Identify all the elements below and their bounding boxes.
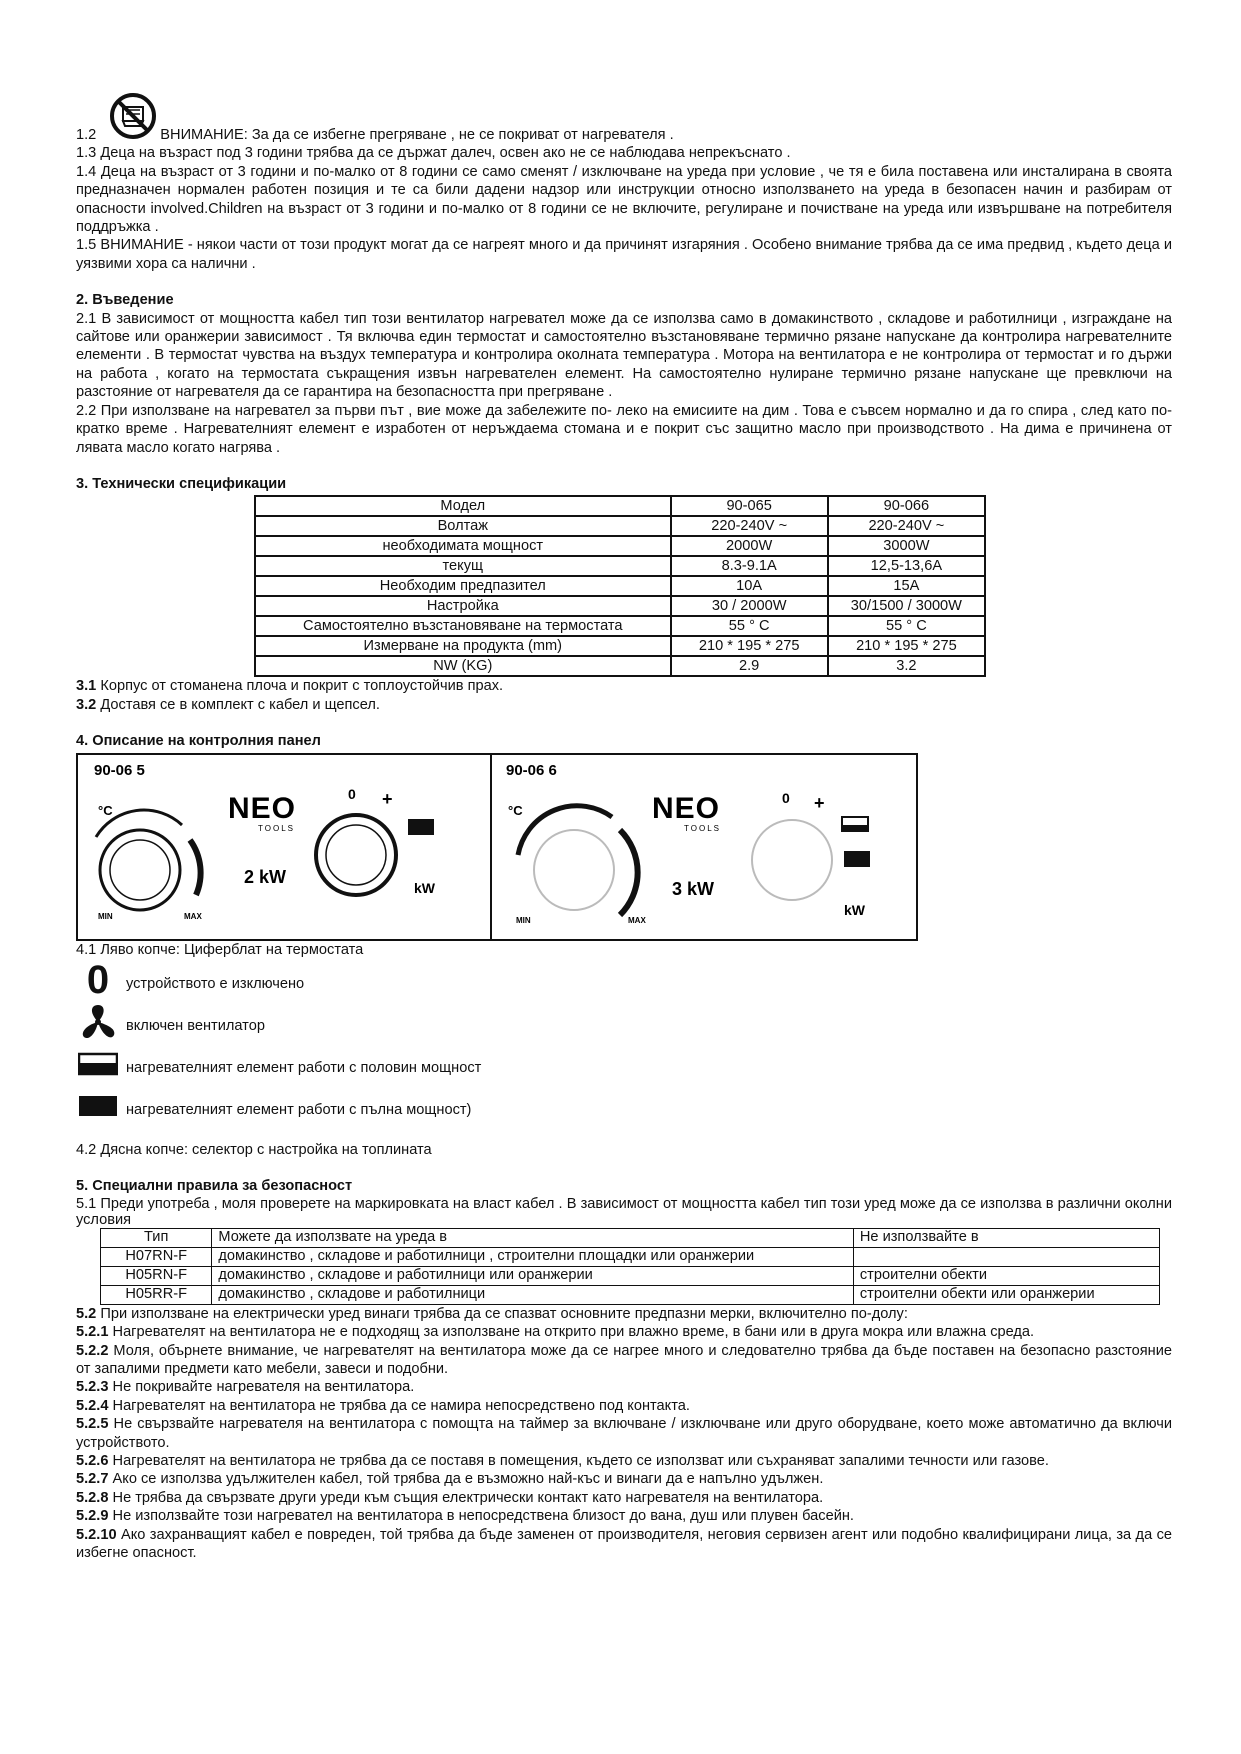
panel-right-brand: NEO: [652, 791, 721, 825]
spec-row: [255, 516, 985, 536]
cable-row: [101, 1266, 1160, 1285]
safety-item-text: Нагревателят на вентилатора не трябва да се намира непосредствено под контакта.: [112, 1397, 690, 1414]
item-1-2: [76, 126, 1172, 144]
safety-item-number: 5.2.7: [76, 1471, 109, 1488]
safety-item-number: 5.2.4: [76, 1397, 109, 1414]
panel-right-model: 90-06 6: [506, 761, 557, 779]
cable-row: [101, 1285, 1160, 1304]
cable-header-cell: Тип: [101, 1228, 212, 1247]
panel-right-zero: 0: [782, 789, 790, 806]
safety-item-text: Ако захранващият кабел е повреден, той трябва да бъде заменен от производителя, неговия сервизен агент или подобно квалифицирани лица, за да се избегне опасност.: [76, 1526, 1172, 1562]
spec-cell: 10A: [671, 576, 828, 596]
safety-item-text: Не покривайте нагревателя на вентилатора.: [112, 1379, 415, 1396]
spec-cell: текущ: [255, 556, 671, 576]
section-5-title: 5. Специални правила за безопасност: [76, 1178, 353, 1195]
spec-row: [255, 636, 985, 656]
safety-item: [76, 1305, 1172, 1323]
spec-row: [255, 496, 985, 516]
cable-cell: H05RN-F: [101, 1266, 212, 1285]
panel-left-brand-sub: TOOLS: [258, 823, 295, 833]
spec-row: [255, 616, 985, 636]
item-4-1: 4.1 Ляво копче: Циферблат на термостата: [76, 941, 364, 958]
legend-half-power: [76, 1043, 1172, 1085]
item-5-1: 5.1 Преди употреба , моля проверете на маркировката на власт кабел . В зависимост от мощността кабел тип този уред може да се използва в различни околни условия: [76, 1195, 1172, 1228]
safety-item-number: 5.2.5: [76, 1416, 109, 1433]
spec-row: [255, 596, 985, 616]
spec-row: [255, 536, 985, 556]
cable-header-cell: Не използвайте в: [853, 1228, 1159, 1247]
spec-row: [255, 656, 985, 676]
item-3-1: [76, 677, 1172, 695]
document-page: [76, 86, 1172, 1562]
spec-cell: 90-066: [828, 496, 985, 516]
cable-cell: домакинство , складове и работилници или оранжерии: [212, 1266, 853, 1285]
spec-cell: Самостоятелно възстановяване на термостата: [255, 616, 671, 636]
panel-left-power: 2 kW: [244, 866, 287, 887]
spec-cell: 12,5-13,6A: [828, 556, 985, 576]
cable-cell: H07RN-F: [101, 1247, 212, 1266]
cable-row: [101, 1247, 1160, 1266]
safety-item-text: Ако се използва удължителен кабел, той трябва да е възможно най-къс и винаги да е напълно удължен.: [112, 1471, 824, 1488]
spec-cell: 210 * 195 * 275: [828, 636, 985, 656]
item-1-2-text: ВНИМАНИЕ: За да се избегне прегряване , не се покриват от нагревателя .: [160, 127, 674, 143]
safety-item: [76, 1489, 1172, 1507]
safety-item-text: Не използвайте този нагревател на вентилатора в непосредствена близост до вана, душ или плувен басейн.: [112, 1508, 854, 1525]
cable-cell: домакинство , складове и работилници , строителни площадки или оранжерии: [212, 1247, 853, 1266]
item-3-2-text: Доставя се в комплект с кабел и щепсел.: [100, 696, 380, 713]
panel-right-kw: kW: [844, 901, 865, 918]
safety-item: [76, 1452, 1172, 1470]
item-3-2-number: 3.2: [76, 696, 97, 713]
safety-item-number: 5.2.2: [76, 1342, 109, 1359]
panel-left-zero: 0: [348, 785, 356, 802]
safety-item-number: 5.2.10: [76, 1526, 117, 1543]
panel-left-plus: +: [382, 788, 393, 809]
safety-item: [76, 1526, 1172, 1563]
cable-cell: H05RR-F: [101, 1285, 212, 1304]
section-2-title: 2. Въведение: [76, 292, 174, 309]
safety-item: [76, 1415, 1172, 1452]
spec-cell: Необходим предпазител: [255, 576, 671, 596]
safety-item-text: Моля, обърнете внимание, че нагревателят на вентилатора може да се нагрее много и следователно трябва да бъде поставен на безопасно разстояние от запалими предмети като мебели, завеси и подобни.: [76, 1342, 1172, 1377]
cable-cell: [853, 1247, 1159, 1266]
safety-item: [76, 1378, 1172, 1396]
cable-cell: строителни обекти или оранжерии: [853, 1285, 1159, 1304]
item-3-1-number: 3.1: [76, 678, 97, 695]
spec-cell: 210 * 195 * 275: [671, 636, 828, 656]
item-2-1: 2.1 В зависимост от мощността кабел тип този вентилатор нагревател може да се използва само в домакинството , складове и работилници , изграждане на сайтове или оранжерии зависимост . Тя включва един термостат и самостоятелно възстановяване термично рязане напускане да контролира нагревателните елементи . В термостат чувства на въздух температура и контролира околната температура . Мотора на вентилатора е не контролира от термостат и го държи на работа , когато на термостата съкращения извън нагревателен елемент. На самостоятелно нулиране термично рязане напускане ще превключи на разстояние от нагревателя да се гарантира на безопасността при прегряване .: [76, 310, 1172, 401]
item-1-4: 1.4 Деца на възраст от 3 години и по-малко от 8 години се само сменят / изключване на уреда при условие , че тя е била поставена или инсталирана в своята предназначен нормален работен позиция и те са били дадени надзор или инструкции относно използването на уреда в безопасен начин и разбирам от опасности involved.Children на възраст от 3 години и по-малко от 8 години се не включите, регулиране и почистване на уреда или извършване на потребителя поддръжка .: [76, 163, 1172, 236]
legend-fan: [76, 1001, 1172, 1043]
spec-cell: 30 / 2000W: [671, 596, 828, 616]
legend-half-power-text: нагревателният елемент работи с половин мощност: [126, 1059, 482, 1076]
spec-cell: 2000W: [671, 536, 828, 556]
panel-left-kw: kW: [414, 879, 435, 896]
safety-item-number: 5.2.9: [76, 1508, 109, 1525]
panel-left-brand: NEO: [228, 791, 297, 825]
zero-off-icon: [76, 957, 120, 1002]
spec-cell: 8.3-9.1A: [671, 556, 828, 576]
spec-cell: NW (KG): [255, 656, 671, 676]
spec-row: [255, 576, 985, 596]
panel-right-max: MAX: [628, 915, 646, 925]
full-power-icon: [76, 1094, 120, 1118]
panel-left-min: MIN: [98, 911, 113, 921]
spec-cell: Настройка: [255, 596, 671, 616]
spec-cell: 55 ° C: [671, 616, 828, 636]
spec-cell: 3.2: [828, 656, 985, 676]
safety-items: [76, 1305, 1172, 1563]
safety-item-text: Нагревателят на вентилатора не трябва да се поставя в помещения, където се използват или съхраняват запалими течности или газове.: [112, 1453, 1049, 1469]
safety-item: [76, 1397, 1172, 1415]
safety-item: [76, 1507, 1172, 1525]
panel-right-plus: +: [814, 792, 825, 813]
cable-header-cell: Можете да използвате на уреда в: [212, 1228, 853, 1247]
safety-item: [76, 1323, 1172, 1341]
spec-cell: необходимата мощност: [255, 536, 671, 556]
safety-item-number: 5.2.6: [76, 1453, 109, 1469]
spec-cell: Измерване на продукта (mm): [255, 636, 671, 656]
cable-cell: домакинство , складове и работилници: [212, 1285, 853, 1304]
legend-fan-text: включен вентилатор: [126, 1017, 265, 1034]
spec-cell: 55 ° C: [828, 616, 985, 636]
spec-cell: 90-065: [671, 496, 828, 516]
section-3-title: 3. Технически спецификации: [76, 475, 287, 492]
panel-left-max: MAX: [184, 911, 202, 921]
safety-item-text: Не трябва да свързвате други уреди към същия електрически контакт като нагревателя на вентилатора.: [112, 1489, 824, 1506]
panel-left-model: 90-06 5: [94, 761, 145, 779]
item-1-3: 1.3 Деца на възраст под 3 години трябва да се държат далеч, освен ако не се наблюдава непрекъснато .: [76, 145, 791, 162]
spec-cell: Модел: [255, 496, 671, 516]
spec-cell: Волтаж: [255, 516, 671, 536]
cable-header-row: [101, 1228, 1160, 1247]
item-1-5: 1.5 ВНИМАНИЕ - някои части от този продукт могат да се нагреят много и да причинят изгаряния . Особено внимание трябва да се има предвид , където деца и уязвими хора са налични .: [76, 237, 1172, 272]
safety-item-text: Нагревателят на вентилатора не е подходящ за използване на открито при влажно време, в бани или в друга мокра или влажна среда.: [112, 1324, 1035, 1341]
panel-right-power: 3 kW: [672, 878, 715, 899]
legend-off: [76, 959, 1172, 1001]
safety-item-number: 5.2.1: [76, 1324, 109, 1341]
spec-cell: 30/1500 / 3000W: [828, 596, 985, 616]
panel-right-unit: °C: [508, 802, 523, 818]
cable-cell: строителни обекти: [853, 1266, 1159, 1285]
zero-off-glyph: 0: [86, 957, 110, 1002]
spec-cell: 220-240V ~: [828, 516, 985, 536]
item-2-2: 2.2 При използване на нагревател за първи път , вие може да забележите по- леко на емисиите на дим . Това е съвсем нормално и да го спира , след като по- кратко време . Нагревателният елемент е изработен от неръждаема стомана и е покрит със защитно масло при производството . На дима е причинена от лявата масло когато нагрява .: [76, 402, 1172, 456]
safety-item: [76, 1342, 1172, 1379]
spec-table: [254, 495, 986, 677]
panel-left-unit: °C: [98, 802, 113, 818]
safety-item-number: 5.2.8: [76, 1489, 109, 1506]
item-3-1-text: Корпус от стоманена плоча и покрит с топлоустойчив прах.: [100, 678, 504, 695]
safety-item: [76, 1470, 1172, 1488]
legend-off-text: устройството е изключено: [126, 975, 305, 992]
panel-90-066: [492, 755, 916, 939]
safety-item-number: 5.2: [76, 1305, 97, 1322]
spec-cell: 3000W: [828, 536, 985, 556]
panel-right-min: MIN: [516, 915, 531, 925]
section-4-title: 4. Описание на контролния панел: [76, 733, 321, 750]
safety-item-text: При използване на електрически уред винаги трябва да се спазват основните предпазни мерки, включително по-долу:: [100, 1305, 908, 1322]
spec-cell: 220-240V ~: [671, 516, 828, 536]
item-1-2-number: 1.2: [76, 127, 97, 143]
safety-item-text: Не свързвайте нагревателя на вентилатора с помощта на таймер за включване / изключване или друго оборудване, което може автоматично да включи устройството.: [76, 1416, 1172, 1451]
safety-item-number: 5.2.3: [76, 1379, 109, 1396]
item-4-2: 4.2 Дясна копче: селектор с настройка на топлината: [76, 1141, 432, 1158]
legend-full-power-text: нагревателният елемент работи с пълна мощност): [126, 1101, 472, 1118]
half-power-icon: [76, 1052, 120, 1076]
spec-row: [255, 556, 985, 576]
panel-90-065: [78, 755, 490, 939]
item-3-2: [76, 696, 1172, 714]
legend-full-power: [76, 1085, 1172, 1127]
spec-cell: 15A: [828, 576, 985, 596]
control-panel-illustration: [76, 753, 918, 941]
spec-cell: 2.9: [671, 656, 828, 676]
panel-right-brand-sub: TOOLS: [684, 823, 721, 833]
fan-icon: [76, 1003, 120, 1041]
cable-table: [100, 1228, 1160, 1305]
